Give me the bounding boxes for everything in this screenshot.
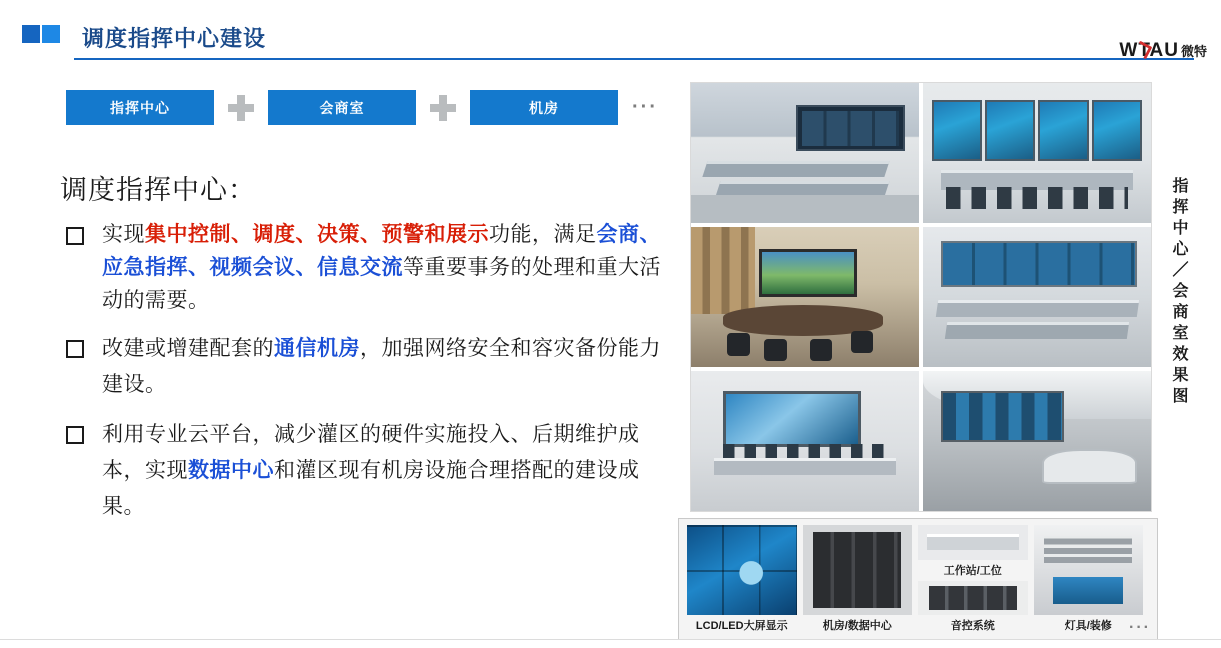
strip-item-label: 工作站/工位: [943, 564, 1002, 577]
chair-shape: [851, 331, 874, 353]
header-square-light-icon: [42, 25, 60, 43]
page-header: [0, 0, 1221, 62]
strip-more-ellipsis: ···: [1129, 619, 1151, 636]
desk-row-shape: [714, 458, 896, 475]
led-screen-image: [687, 525, 797, 615]
bullet-segment: 和灌区现有机房设施合理搭配的建设成果。: [102, 459, 640, 518]
list-item: [60, 218, 680, 317]
strip-item-workstation-audio: [918, 525, 1028, 633]
strip-item-display: [687, 525, 797, 633]
videowall-shape: [723, 391, 861, 447]
chip-server-room[interactable]: 机房: [470, 90, 618, 125]
photo-conference-room: [691, 227, 919, 367]
console-shape: [1042, 449, 1137, 484]
chair-shape: [727, 333, 750, 355]
strip-item-label-secondary: 音控系统: [950, 620, 995, 632]
category-chip-row: [66, 90, 658, 125]
curtain-shape: [691, 227, 755, 314]
bullet-square-icon: [66, 227, 84, 245]
strip-item-label: LCD/LED大屏显示: [695, 620, 788, 632]
section-title: 调度指挥中心：: [60, 175, 256, 205]
bullet-text: [102, 417, 680, 525]
server-rack-image: [803, 525, 913, 615]
bullet-segment-highlight: 会商、应急指挥、视频会议、信息交流: [102, 223, 661, 279]
strip-item-label: 灯具/装修: [1064, 620, 1112, 632]
videowall-shape: [796, 105, 905, 151]
photo-curved-map-wall: [923, 83, 1151, 223]
plus-icon: [228, 95, 254, 121]
footer-divider: [0, 639, 1221, 640]
equipment-strip: [678, 518, 1158, 640]
photo-monitoring-workstations: [691, 371, 919, 511]
photo-command-center-videowall: [691, 83, 919, 223]
page-title: 调度指挥中心建设: [82, 26, 267, 51]
header-square-dark-icon: [22, 25, 40, 43]
bullet-segment: ，加强网络安全和容灾备份能力建设。: [102, 337, 661, 396]
bullet-segment: 等重要事务的处理和重大活动的需要。: [102, 256, 661, 312]
bullet-segment: 利用专业云平台，减少灌区的硬件实施投入、后期维护成本，实现: [102, 423, 640, 482]
chip-more-ellipsis: ···: [632, 96, 658, 118]
chip-conference-room[interactable]: 会商室: [268, 90, 416, 125]
workstation-image: [918, 525, 1028, 560]
desk-row-shape: [702, 161, 889, 177]
bullet-segment-highlight: 集中控制、调度、决策、预警和展示: [145, 223, 489, 246]
header-divider: [74, 58, 1194, 60]
videowall-shape: [941, 241, 1137, 287]
desk-row-shape: [935, 300, 1138, 317]
bullet-text: [102, 218, 680, 317]
bullet-segment: 实现: [102, 223, 145, 246]
chair-row-shape: [946, 187, 1128, 209]
bullet-segment: 功能，满足: [489, 223, 597, 246]
chip-command-center[interactable]: 指挥中心: [66, 90, 214, 125]
desk-row-shape: [945, 322, 1130, 339]
strip-item-label: 机房/数据中心: [822, 620, 892, 632]
vertical-caption: 指挥中心／会商室效果图: [1172, 178, 1190, 405]
logo-wordmark: WTAU: [1119, 40, 1179, 61]
bullet-text: [102, 331, 680, 403]
bullet-segment-highlight: 通信机房: [274, 337, 360, 360]
strip-item-server-room: [803, 525, 913, 633]
chair-shape: [764, 339, 787, 361]
bullet-square-icon: [66, 340, 84, 358]
list-item: [60, 417, 680, 525]
logo-chinese-name: 微特: [1180, 44, 1207, 59]
list-item: [60, 331, 680, 403]
photo-modern-command-center: [923, 371, 1151, 511]
bullet-segment: 改建或增建配套的: [102, 337, 274, 360]
screen-array-shape: [932, 100, 1142, 162]
audio-system-image: [918, 581, 1028, 616]
videowall-shape: [941, 391, 1064, 443]
bullet-list: [60, 218, 680, 539]
photo-large-control-hall: [923, 227, 1151, 367]
bullet-segment-highlight: 数据中心: [188, 459, 274, 482]
bullet-square-icon: [66, 426, 84, 444]
photo-gallery: [690, 82, 1152, 512]
projection-screen-shape: [759, 249, 856, 297]
brand-logo: [1119, 40, 1207, 62]
floor-shape: [691, 195, 919, 223]
strip-item-lighting: [1034, 525, 1144, 633]
chair-shape: [810, 339, 833, 361]
plus-icon: [430, 95, 456, 121]
lighting-decor-image: [1034, 525, 1144, 615]
